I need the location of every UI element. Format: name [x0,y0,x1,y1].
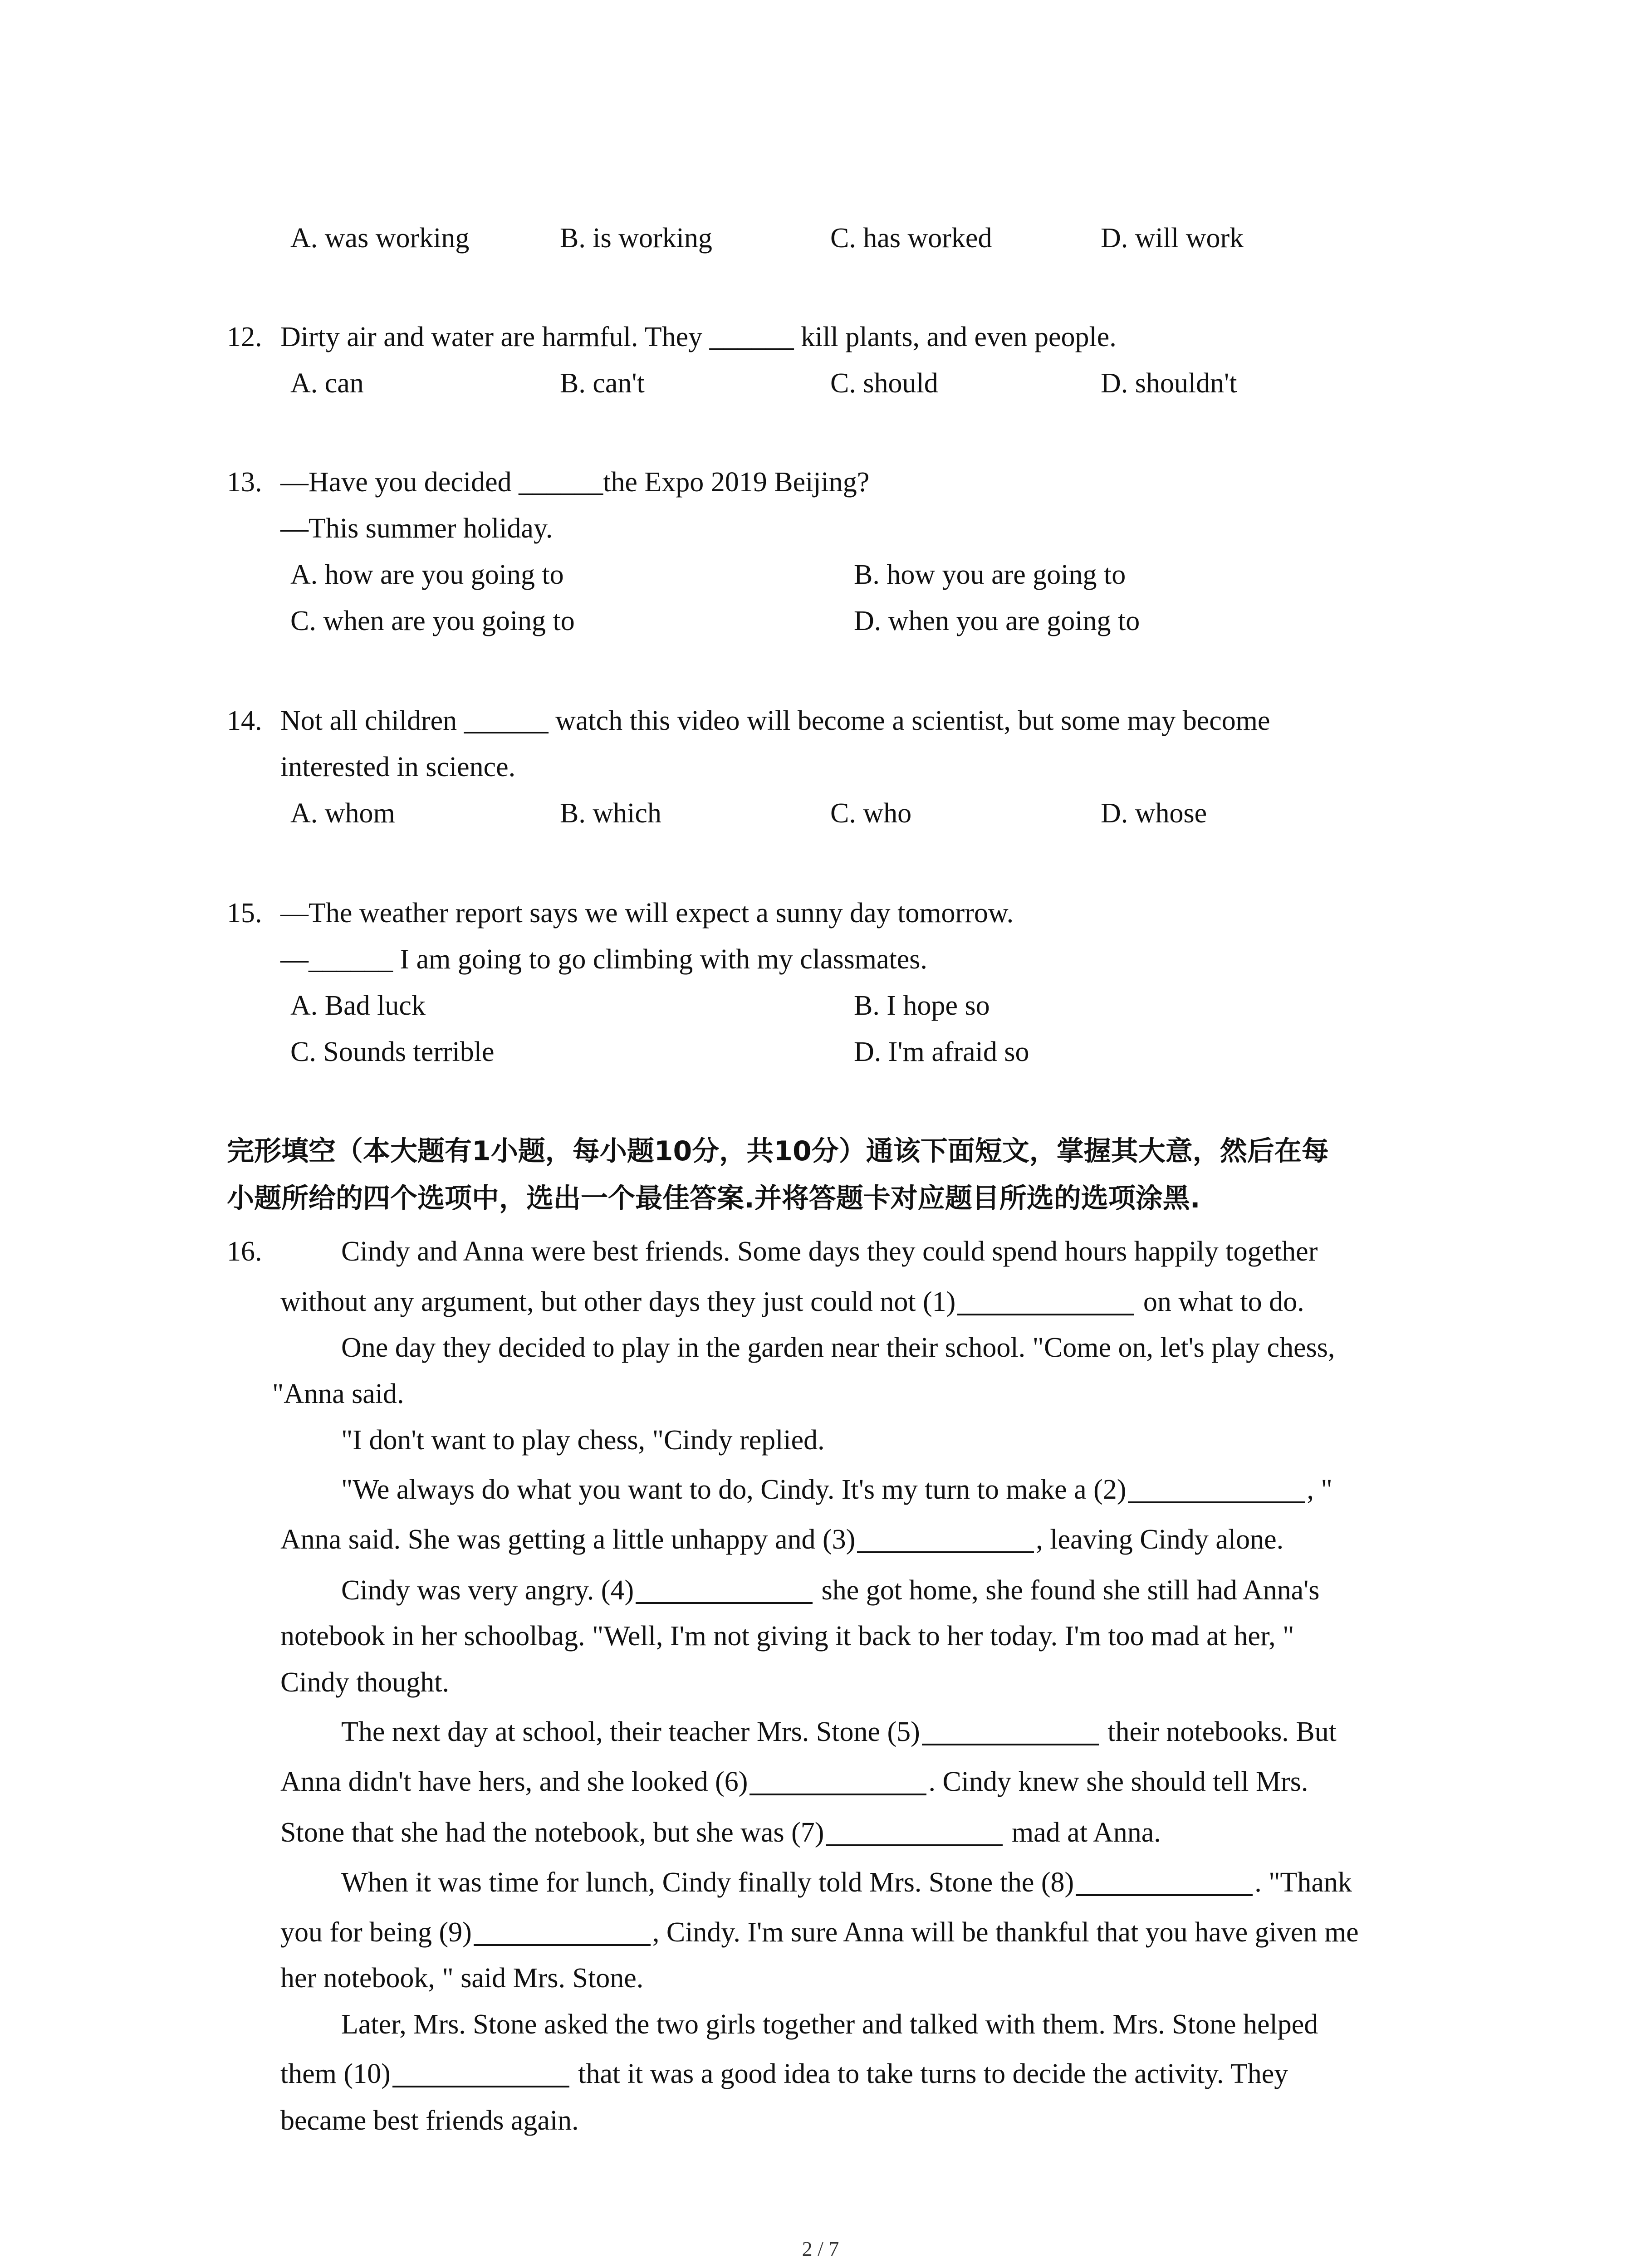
q14-stem-line1: Not all children ______ watch this video will become a scientist, but some may become [280,705,1270,736]
passage-text: that it was a good idea to take turns to decide the activity. They [571,2058,1288,2089]
passage-text: them (10) [280,2058,391,2089]
q14-option-d: D. whose [1101,798,1207,829]
passage-text: on what to do. [1136,1286,1304,1317]
blank-4[interactable] [636,1576,813,1604]
q13-option-a: A. how are you going to [290,559,564,590]
passage-p6-line1 [341,1717,1337,1746]
q11-option-b: B. is working [560,223,712,254]
q15-stem-line2: —______ I am going to go climbing with my classmates. [280,944,927,975]
passage-text: Anna said. She was getting a little unhappy and (3) [280,1524,856,1555]
blank-5[interactable] [922,1717,1099,1745]
q12-option-c: C. should [830,368,938,399]
passage-text: their notebooks. But [1100,1716,1337,1747]
passage-p8-line3: became best friends again. [280,2105,579,2136]
page-number: 2 / 7 [802,2237,839,2260]
passage-text: you for being (9) [280,1917,472,1948]
passage-p1-line2 [280,1287,1304,1316]
q15-stem-line1: —The weather report says we will expect a sunny day tomorrow. [280,898,1014,929]
passage-p2-line1: One day they decided to play in the garden near their school. "Come on, let's play chess, [341,1332,1335,1363]
q15-option-b: B. I hope so [854,990,990,1021]
passage-text: When it was time for lunch, Cindy finally told Mrs. Stone the (8) [341,1867,1074,1898]
q15-number: 15. [227,898,262,929]
passage-p2-line2: "Anna said. [272,1378,404,1409]
passage-p7-line2 [280,1918,1359,1946]
q14-stem-line2: interested in science. [280,752,516,782]
q14-option-b: B. which [560,798,661,829]
passage-text: Stone that she had the notebook, but she was (7) [280,1817,824,1848]
blank-1[interactable] [957,1287,1134,1315]
q12-number: 12. [227,322,262,352]
q11-option-c: C. has worked [830,223,992,254]
q12-option-a: A. can [290,368,364,399]
passage-p6-line2 [280,1767,1308,1796]
passage-p7-line1 [341,1868,1352,1897]
passage-text: , Cindy. I'm sure Anna will be thankful that you have given me [652,1917,1359,1948]
passage-text: The next day at school, their teacher Mrs. Stone (5) [341,1716,920,1747]
passage-p3: "I don't want to play chess, "Cindy replied. [341,1425,825,1456]
q14-number: 14. [227,705,262,736]
blank-9[interactable] [474,1918,651,1946]
q13-option-d: D. when you are going to [854,606,1140,636]
blank-8[interactable] [1076,1868,1253,1896]
passage-text: . Cindy knew she should tell Mrs. [928,1766,1308,1797]
passage-text: mad at Anna. [1004,1817,1161,1848]
section-heading-line1: 完形填空（本大题有1小题，每小题10分，共10分）通该下面短文，掌握其大意，然后在每 [227,1135,1329,1167]
blank-3[interactable] [857,1525,1034,1553]
blank-7[interactable] [826,1818,1003,1846]
q12-stem: Dirty air and water are harmful. They ______ kill plants, and even people. [280,322,1117,352]
q14-option-c: C. who [830,798,912,829]
passage-p5-line1 [341,1576,1319,1604]
passage-p8-line1: Later, Mrs. Stone asked the two girls together and talked with them. Mrs. Stone helped [341,2009,1318,2040]
passage-text: she got home, she found she still had Anna's [814,1575,1320,1606]
q11-option-d: D. will work [1101,223,1244,254]
passage-text: , " [1307,1474,1332,1505]
passage-p5-line2: notebook in her schoolbag. "Well, I'm not giving it back to her today. I'm too mad at her, " [280,1621,1294,1652]
passage-text: "We always do what you want to do, Cindy. It's my turn to make a (2) [341,1474,1127,1505]
q16-number: 16. [227,1236,262,1267]
blank-10[interactable] [392,2059,569,2087]
q15-option-c: C. Sounds terrible [290,1036,495,1067]
q13-option-c: C. when are you going to [290,606,575,636]
passage-p4-line1 [341,1475,1332,1504]
passage-p1-line1: Cindy and Anna were best friends. Some days they could spend hours happily together [341,1236,1318,1267]
blank-6[interactable] [749,1767,926,1795]
passage-p6-line3 [280,1818,1161,1847]
q13-option-b: B. how you are going to [854,559,1126,590]
q12-option-d: D. shouldn't [1101,368,1237,399]
passage-p7-line3: her notebook, " said Mrs. Stone. [280,1963,644,1994]
q13-stem-line1: —Have you decided ______the Expo 2019 Beijing? [280,467,870,498]
passage-text: . "Thank [1254,1867,1352,1898]
q12-option-b: B. can't [560,368,645,399]
q11-option-a: A. was working [290,223,470,254]
passage-text: Anna didn't have hers, and she looked (6) [280,1766,748,1797]
passage-p8-line2 [280,2059,1288,2088]
passage-text: without any argument, but other days they just could not (1) [280,1286,956,1317]
q14-option-a: A. whom [290,798,395,829]
passage-p5-line3: Cindy thought. [280,1667,450,1698]
blank-2[interactable] [1128,1475,1305,1503]
q13-stem-line2: —This summer holiday. [280,513,553,544]
q13-number: 13. [227,467,262,498]
q15-option-a: A. Bad luck [290,990,426,1021]
section-heading-line2: 小题所给的四个选项中，选出一个最佳答案.并将答题卡对应题目所选的选项涂黑. [227,1183,1200,1214]
passage-text: Cindy was very angry. (4) [341,1575,634,1606]
passage-p4-line2 [280,1525,1283,1554]
q15-option-d: D. I'm afraid so [854,1036,1029,1067]
passage-text: , leaving Cindy alone. [1036,1524,1284,1555]
